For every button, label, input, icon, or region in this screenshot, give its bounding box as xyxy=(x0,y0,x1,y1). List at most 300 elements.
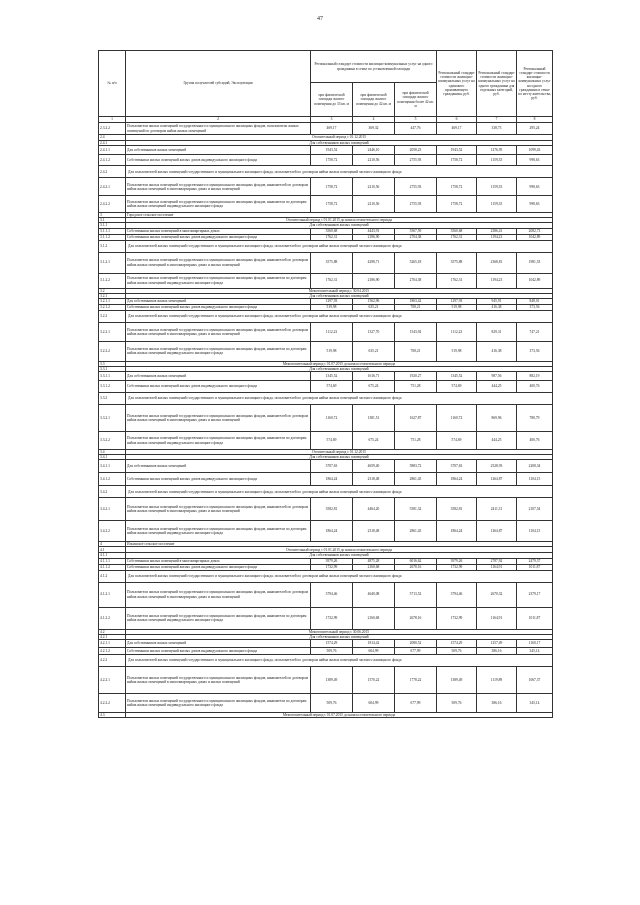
colnum: 8 xyxy=(517,117,553,123)
value-cell: 2678,16 xyxy=(395,607,437,629)
row-description: Для собственников жилых помещений xyxy=(126,639,311,647)
value-cell: 3707,63 xyxy=(311,460,353,473)
value-cell: 1164,91 xyxy=(477,607,517,629)
header-sub3: при фактической площади жилого помещения более 42 кв. м xyxy=(395,83,437,117)
value-cell: 519,98 xyxy=(311,304,353,310)
value-cell: 1164,91 xyxy=(477,564,517,570)
settlement-title: Ильинское сельское поселение xyxy=(126,542,553,547)
value-cell: 2787,92 xyxy=(477,558,517,564)
value-cell: 1574,29 xyxy=(311,639,353,647)
row-description: Пользователи жилых помещений государственного и муниципального жилищных фондов, наниматели по договорам найма жилых помещений индивидуального жилищного фонда xyxy=(126,521,311,542)
value-cell: 416,38 xyxy=(477,304,517,310)
row-description: Пользователи жилых помещений государственного и муниципального жилищных фондов, наниматели по договорам найма жилых помещений индивидуального жилищного фонда xyxy=(126,273,311,288)
row-code: 4.2.2.2 xyxy=(99,693,126,712)
section-title: Для собственников жилых помещений xyxy=(126,366,553,371)
colnum: 4 xyxy=(353,117,395,123)
value-cell: 2704,38 xyxy=(395,273,437,288)
value-cell: 2058,23 xyxy=(395,146,437,155)
value-cell: 1864,24 xyxy=(311,521,353,542)
value-cell: 2678,16 xyxy=(395,564,437,570)
header-group: Группа получателей субсидий, Эксплуатация xyxy=(126,51,311,117)
value-cell: 373,56 xyxy=(517,341,553,361)
row-code: 3.3.1 xyxy=(99,366,126,371)
value-cell: 3582,81 xyxy=(311,498,353,521)
group-title: Для пользователей жилых помещений государственного и муниципального жилищного фонда, пользователей по договорам найма жилых помещений частного жилищного фонда xyxy=(126,393,553,405)
section-title: Для собственников жилых помещений xyxy=(126,141,553,146)
value-cell: 1099,43 xyxy=(517,146,553,155)
table-row xyxy=(99,582,553,607)
row-code: 4.3 xyxy=(99,712,126,717)
value-cell: 1389,49 xyxy=(311,666,353,693)
table-header xyxy=(99,51,553,123)
value-cell: 1920,27 xyxy=(395,372,437,381)
table-row xyxy=(99,666,553,693)
row-code: 2.4 xyxy=(99,135,126,141)
value-cell: 2107,54 xyxy=(517,498,553,521)
value-cell: 1194,23 xyxy=(477,273,517,288)
value-cell: 519,98 xyxy=(311,341,353,361)
value-cell: 4875,28 xyxy=(353,558,395,564)
table-row xyxy=(99,273,553,288)
group-title: Для пользователей жилых помещений государственного и муниципального жилищного фонда, пользователей по договорам найма жилых помещений частного жилищного фонда xyxy=(126,570,553,582)
header-col6: Региональный стандарт стоимости жилищно-коммунальных услуг на одинокого проживающего гражданина, руб. xyxy=(437,51,477,117)
row-description: Собственники жилых помещений жилых домов индивидуального жилищного фонда xyxy=(126,381,311,393)
value-cell: 1732,99 xyxy=(311,607,353,629)
value-cell: 1732,99 xyxy=(311,564,353,570)
row-description: Для собственников жилых помещений xyxy=(126,298,311,304)
row-code: 2.4.2 xyxy=(99,166,126,178)
section-title: Отопительный период с 01.01.2015 до начала отопительного периода xyxy=(126,547,553,553)
value-cell: 1297,93 xyxy=(437,298,477,304)
value-cell: 1112,23 xyxy=(311,322,353,341)
value-cell: 1011,87 xyxy=(517,607,553,629)
value-cell: 1981,53 xyxy=(517,252,553,273)
value-cell: 2861,45 xyxy=(395,473,437,486)
section-title: Отопительный период с 01.12.2015 xyxy=(126,135,553,141)
colnum: 7 xyxy=(477,117,517,123)
row-description: Собственники жилых помещений жилых домов индивидуального жилищного фонда xyxy=(126,234,311,240)
table-row xyxy=(99,381,553,393)
row-code: 2.4.2.1 xyxy=(99,178,126,196)
value-cell: 369,32 xyxy=(353,123,395,135)
row-code: 4 xyxy=(99,542,126,547)
row-code: 3.2.1 xyxy=(99,293,126,298)
value-cell: 998,63 xyxy=(517,196,553,213)
row-code: 3.3.2.1 xyxy=(99,405,126,432)
row-code: 4.2.2.1 xyxy=(99,666,126,693)
value-cell: 1112,23 xyxy=(437,322,477,341)
value-cell: 373,56 xyxy=(517,304,553,310)
section-title: Для собственников жилых помещений xyxy=(126,223,553,228)
colnum: 5 xyxy=(395,117,437,123)
value-cell: 751,28 xyxy=(395,432,437,450)
value-cell: 519,98 xyxy=(437,304,477,310)
value-cell: 509,76 xyxy=(437,693,477,712)
section-title: Межотопительный период с 01.07.2015 до начала отопительного периода xyxy=(126,712,553,717)
value-cell: 509,76 xyxy=(311,693,353,712)
header-sub2: при фактической площади жилого помещения до 42 кв. м xyxy=(353,83,395,117)
value-cell: 2755,93 xyxy=(395,196,437,213)
value-cell: 1011,87 xyxy=(517,564,553,570)
row-code: 2.4.1.2 xyxy=(99,155,126,166)
table-row xyxy=(99,647,553,654)
value-cell: 574,69 xyxy=(311,432,353,450)
row-code: 2.3.2.2 xyxy=(99,123,126,135)
value-cell: 708,21 xyxy=(395,304,437,310)
value-cell: 1160,72 xyxy=(311,405,353,432)
value-cell: 1814,42 xyxy=(353,639,395,647)
value-cell: 2411,31 xyxy=(477,498,517,521)
value-cell: 519,98 xyxy=(437,341,477,361)
colnum: 1 xyxy=(99,117,126,123)
row-code: 4.1 xyxy=(99,547,126,553)
value-cell: 1345,52 xyxy=(311,372,353,381)
table-body xyxy=(99,123,553,718)
value-cell: 2186,90 xyxy=(353,234,395,240)
row-code: 3.1.2.2 xyxy=(99,273,126,288)
group-title: Для пользователей жилых помещений государственного и муниципального жилищного фонда, пользователей по договорам найма жилых помещений частного жилищного фонда xyxy=(126,486,553,498)
value-cell: 295,24 xyxy=(517,123,553,135)
table-row xyxy=(99,432,553,450)
section-row xyxy=(99,654,553,666)
row-code: 4.1.1 xyxy=(99,553,126,558)
value-cell: 3979,26 xyxy=(311,558,353,564)
row-code: 3.4.2.2 xyxy=(99,521,126,542)
row-description: Собственники жилых помещений жилых домов индивидуального жилищного фонда xyxy=(126,155,311,166)
row-code: 3.3.2 xyxy=(99,393,126,405)
row-code: 3.2.2.1 xyxy=(99,322,126,341)
value-cell: 998,63 xyxy=(517,155,553,166)
row-description: Пользователи жилых помещений государственного и муниципального жилищных фондов, нанимателей по договорам найма жилых помещений в многоквартирных домах и жилых помещений xyxy=(126,582,311,607)
value-cell: 6016,62 xyxy=(395,558,437,564)
value-cell: 2318,48 xyxy=(353,521,395,542)
table-row xyxy=(99,372,553,381)
section-title: Отопительный период с 01.12.2015 xyxy=(126,450,553,455)
value-cell: 1159,35 xyxy=(477,178,517,196)
row-description: Пользователи жилых помещений государственного и муниципального жилищных фондов, нанимателей по договорам найма жилых помещений в многоквартирных домах и жилых помещений xyxy=(126,498,311,521)
row-code: 3.1.1.2 xyxy=(99,234,126,240)
value-cell: 5581,32 xyxy=(395,498,437,521)
row-description: Собственники жилых помещений жилых домов индивидуального жилищного фонда xyxy=(126,647,311,654)
value-cell: 1758,72 xyxy=(311,155,353,166)
value-cell: 635,21 xyxy=(353,304,395,310)
table-row xyxy=(99,155,553,166)
value-cell: 1159,35 xyxy=(477,196,517,213)
value-cell: 848,01 xyxy=(517,298,553,304)
value-cell: 2186,90 xyxy=(353,273,395,288)
value-cell: 4443,91 xyxy=(353,228,395,234)
value-cell: 2670,32 xyxy=(477,582,517,607)
value-cell: 1264,87 xyxy=(477,521,517,542)
row-description: Для собственников жилых помещений xyxy=(126,460,311,473)
value-cell: 1758,72 xyxy=(311,196,353,213)
section-row xyxy=(99,310,553,322)
value-cell: 1732,99 xyxy=(437,564,477,570)
row-code: 3.1.1.1 xyxy=(99,228,126,234)
value-cell: 987,56 xyxy=(477,372,517,381)
header-price-group: Региональный стандарт стоимости жилищно-коммунальных услуг на одного гражданина в семье по установленной площади xyxy=(311,51,437,83)
row-description: Пользователи жилых помещений государственного и муниципального жилищных фондов, нанимателей по договорам найма жилых помещений в многоквартирных домах и жилых помещений xyxy=(126,252,311,273)
value-cell: 604,99 xyxy=(353,647,395,654)
table-row xyxy=(99,405,553,432)
section-title: Для собственников жилых помещений xyxy=(126,293,553,298)
value-cell: 1758,72 xyxy=(437,178,477,196)
section-title: Межотопительный период с 01.07.2015 до начала отопительного периода xyxy=(126,361,553,366)
value-cell: 469,17 xyxy=(437,123,477,135)
value-cell: 509,76 xyxy=(437,647,477,654)
value-cell: 1758,72 xyxy=(437,155,477,166)
table-row xyxy=(99,196,553,213)
table-row xyxy=(99,322,553,341)
row-description: Собственники жилых помещений жилых домов индивидуального жилищного фонда xyxy=(126,564,311,570)
row-description: Пользователи жилых помещений государственного и муниципального жилищных фондов, пользователи жилых помещений по договорам найма жилых помещений xyxy=(126,123,311,135)
colnum: 3 xyxy=(311,117,353,123)
value-cell: 2368,81 xyxy=(477,252,517,273)
value-cell: 1104,15 xyxy=(517,473,553,486)
row-code: 4.2 xyxy=(99,629,126,634)
value-cell: 780,79 xyxy=(517,405,553,432)
value-cell: 3979,26 xyxy=(437,558,477,564)
value-cell: 1159,35 xyxy=(477,155,517,166)
value-cell: 1574,29 xyxy=(437,639,477,647)
group-title: Для пользователей жилых помещений государственного и муниципального жилищного фонда, пользователей по договорам найма жилых помещений частного жилищного фонда xyxy=(126,310,553,322)
section-row xyxy=(99,393,553,405)
group-title: Для пользователей жилых помещений государственного и муниципального жилищного фонда, пользователей по договорам найма жилых помещений частного жилищного фонда xyxy=(126,240,553,252)
value-cell: 869,96 xyxy=(477,405,517,432)
value-cell: 1943,52 xyxy=(311,146,353,155)
value-cell: 675,24 xyxy=(353,381,395,393)
value-cell: 1864,24 xyxy=(437,521,477,542)
value-cell: 444,25 xyxy=(477,432,517,450)
section-title: Межотопительный период с 30.06.2015 xyxy=(126,629,553,634)
row-description: Пользователи жилых помещений государственного и муниципального жилищных фондов, нанимателей по договорам найма жилых помещений в многоквартирных домах и жилых помещений xyxy=(126,322,311,341)
colnum: 6 xyxy=(437,117,477,123)
value-cell: 677,99 xyxy=(395,693,437,712)
value-cell: 1389,49 xyxy=(437,666,477,693)
value-cell: 2210,56 xyxy=(353,155,395,166)
table-row xyxy=(99,521,553,542)
value-cell: 2446,10 xyxy=(353,146,395,155)
row-description: Собственники жилых помещений жилых домов индивидуального жилищного фонда xyxy=(126,473,311,486)
value-cell: 5713,52 xyxy=(395,582,437,607)
value-cell: 1732,99 xyxy=(437,607,477,629)
value-cell: 2379,17 xyxy=(517,582,553,607)
value-cell: 444,25 xyxy=(477,381,517,393)
standards-table xyxy=(98,50,553,718)
value-cell: 2080,52 xyxy=(395,639,437,647)
value-cell: 4464,20 xyxy=(353,498,395,521)
row-description: Собственники жилых помещений в многоквартирных домах xyxy=(126,558,311,564)
header-sub1: при фактической площади жилого помещения до 33 кв. м xyxy=(311,83,353,117)
table-row xyxy=(99,460,553,473)
value-cell: 2861,45 xyxy=(395,521,437,542)
row-description: Для собственников жилых помещений xyxy=(126,372,311,381)
group-title: Для пользователей жилых помещений государственного и муниципального жилищного фонда, пользователей по договорам найма жилых помещений частного жилищного фонда xyxy=(126,654,553,666)
value-cell: 677,99 xyxy=(395,647,437,654)
value-cell: 2160,68 xyxy=(353,564,395,570)
table-row xyxy=(99,639,553,647)
row-description: Пользователи жилых помещений государственного и муниципального жилищных фондов, нанимателей по договорам найма жилых помещений в многоквартирных домах и жилых помещений xyxy=(126,405,311,432)
value-cell: 1276,95 xyxy=(477,146,517,155)
row-description: Пользователи жилых помещений государственного и муниципального жилищных фондов, наниматели по договорам найма жилых помещений индивидуального жилищного фонда xyxy=(126,607,311,629)
table-row xyxy=(99,693,553,712)
value-cell: 1864,24 xyxy=(437,473,477,486)
row-code: 3.2.1.2 xyxy=(99,304,126,310)
value-cell: 5265,18 xyxy=(395,252,437,273)
value-cell: 2160,68 xyxy=(353,607,395,629)
value-cell: 386,16 xyxy=(477,693,517,712)
value-cell: 5567,59 xyxy=(395,228,437,234)
value-cell: 1160,17 xyxy=(517,639,553,647)
value-cell: 1327,70 xyxy=(353,322,395,341)
value-cell: 2210,56 xyxy=(353,196,395,213)
value-cell: 3582,81 xyxy=(437,498,477,521)
value-cell: 338,73 xyxy=(477,123,517,135)
row-code: 3.2.2.2 xyxy=(99,341,126,361)
table-row xyxy=(99,146,553,155)
row-code: 2.4.1 xyxy=(99,141,126,146)
table-row xyxy=(99,473,553,486)
value-cell: 635,21 xyxy=(353,341,395,361)
value-cell: 1758,72 xyxy=(437,196,477,213)
table-row xyxy=(99,341,553,361)
value-cell: 998,63 xyxy=(517,178,553,196)
value-cell: 1778,22 xyxy=(395,666,437,693)
row-description: Пользователи жилых помещений государственного и муниципального жилищных фондов, наниматели по договорам найма жилых помещений индивидуального жилищного фонда xyxy=(126,196,311,213)
value-cell: 2704,38 xyxy=(395,234,437,240)
table-row xyxy=(99,178,553,196)
row-code: 4.1.1.1 xyxy=(99,558,126,564)
value-cell: 1758,72 xyxy=(311,178,353,196)
value-cell: 1616,71 xyxy=(353,372,395,381)
value-cell: 1863,42 xyxy=(395,298,437,304)
value-cell: 3575,88 xyxy=(437,252,477,273)
row-code: 3.2.2 xyxy=(99,310,126,322)
value-cell: 1104,15 xyxy=(517,521,553,542)
row-code: 3.1.1 xyxy=(99,223,126,228)
value-cell: 2082,73 xyxy=(517,228,553,234)
row-code: 4.2.2 xyxy=(99,654,126,666)
value-cell: 4640,08 xyxy=(353,582,395,607)
value-cell: 2208,34 xyxy=(517,460,553,473)
group-title: Для пользователей жилых помещений государственного и муниципального жилищного фонда, пользователей по договорам найма жилых помещений частного жилищного фонда xyxy=(126,166,553,178)
value-cell: 1762,31 xyxy=(311,273,353,288)
row-description: Пользователи жилых помещений государственного и муниципального жилищных фондов, наниматели по договорам найма жилых помещений индивидуального жилищного фонда xyxy=(126,693,311,712)
value-cell: 1257,49 xyxy=(477,639,517,647)
value-cell: 1762,31 xyxy=(311,234,353,240)
value-cell: 5883,72 xyxy=(395,460,437,473)
row-description: Пользователи жилых помещений государственного и муниципального жилищных фондов, наниматели по договорам найма жилых помещений индивидуального жилищного фонда xyxy=(126,341,311,361)
value-cell: 1042,89 xyxy=(517,273,553,288)
value-cell: 829,31 xyxy=(477,322,517,341)
value-cell: 386,16 xyxy=(477,647,517,654)
value-cell: 1562,96 xyxy=(353,298,395,304)
value-cell: 882,19 xyxy=(517,372,553,381)
row-code: 3.3.1.2 xyxy=(99,381,126,393)
value-cell: 3575,88 xyxy=(311,252,353,273)
value-cell: 1570,22 xyxy=(353,666,395,693)
value-cell: 1543,92 xyxy=(395,322,437,341)
table-row xyxy=(99,498,553,521)
value-cell: 1042,89 xyxy=(517,234,553,240)
section-row xyxy=(99,240,553,252)
row-code: 4.1.1.2 xyxy=(99,564,126,570)
row-description: Пользователи жилых помещений государственного и муниципального жилищных фондов, нанимателей по договорам найма жилых помещений в многоквартирных домах и жилых помещений xyxy=(126,666,311,693)
row-description: Собственники жилых помещений жилых домов индивидуального жилищного фонда xyxy=(126,304,311,310)
section-row xyxy=(99,486,553,498)
value-cell: 675,24 xyxy=(353,432,395,450)
row-code: 3.4.1.1 xyxy=(99,460,126,473)
header-code: № п/п xyxy=(99,51,126,117)
value-cell: 2755,93 xyxy=(395,178,437,196)
value-cell: 574,69 xyxy=(437,432,477,450)
value-cell: 1762,31 xyxy=(437,234,477,240)
row-code: 4.2.1 xyxy=(99,634,126,639)
row-code: 3.1.2 xyxy=(99,240,126,252)
value-cell: 1119,89 xyxy=(477,666,517,693)
row-code: 4.1.2 xyxy=(99,570,126,582)
row-code: 3 xyxy=(99,213,126,218)
row-code: 4.2.1.1 xyxy=(99,639,126,647)
settlement-title: Городское сельское поселение xyxy=(126,213,553,218)
row-code: 3.3.1.1 xyxy=(99,372,126,381)
table-row xyxy=(99,607,553,629)
value-cell: 345,14 xyxy=(517,647,553,654)
row-description: Собственники жилых помещений в многоквартирных домах xyxy=(126,228,311,234)
value-cell: 2479,37 xyxy=(517,558,553,564)
value-cell: 3560,68 xyxy=(311,228,353,234)
row-code: 4.1.2.2 xyxy=(99,607,126,629)
value-cell: 447,76 xyxy=(395,123,437,135)
row-description: Пользователи жилых помещений государственного и муниципального жилищных фондов, нанимателей по договорам найма жилых помещений в многоквартирных домах и жилых помещений xyxy=(126,178,311,196)
table-row xyxy=(99,252,553,273)
section-title: Для собственников жилых помещений xyxy=(126,455,553,460)
value-cell: 4298,71 xyxy=(353,252,395,273)
value-cell: 747,21 xyxy=(517,322,553,341)
value-cell: 574,69 xyxy=(437,381,477,393)
row-code: 3.1 xyxy=(99,218,126,223)
value-cell: 2755,93 xyxy=(395,155,437,166)
value-cell: 1864,24 xyxy=(311,473,353,486)
value-cell: 751,28 xyxy=(395,381,437,393)
value-cell: 604,99 xyxy=(353,693,395,712)
row-code: 3.1.2.1 xyxy=(99,252,126,273)
row-code: 3.4.2.1 xyxy=(99,498,126,521)
value-cell: 574,69 xyxy=(311,381,353,393)
section-title: Для собственников жилых помещений xyxy=(126,553,553,558)
row-description: Пользователи жилых помещений государственного и муниципального жилищных фондов, наниматели по договорам найма жилых помещений индивидуального жилищного фонда xyxy=(126,432,311,450)
row-code: 3.2 xyxy=(99,288,126,293)
value-cell: 3794,46 xyxy=(311,582,353,607)
section-title: Межотопительный период с 30.04.2015 xyxy=(126,288,553,293)
value-cell: 2528,93 xyxy=(477,460,517,473)
value-cell: 1381,51 xyxy=(353,405,395,432)
page-number: 47 xyxy=(317,16,323,22)
value-cell: 1067,37 xyxy=(517,666,553,693)
value-cell: 1627,87 xyxy=(395,405,437,432)
section-row xyxy=(99,570,553,582)
value-cell: 509,76 xyxy=(311,647,353,654)
table-row xyxy=(99,123,553,135)
header-col7: Региональный стандарт стоимости жилищно-коммунальных услуг на одного гражданина для отдельных категорий, руб. xyxy=(477,51,517,117)
section-row xyxy=(99,166,553,178)
value-cell: 3794,46 xyxy=(437,582,477,607)
value-cell: 1194,23 xyxy=(477,234,517,240)
value-cell: 416,38 xyxy=(477,341,517,361)
value-cell: 400,76 xyxy=(517,381,553,393)
value-cell: 3560,68 xyxy=(437,228,477,234)
value-cell: 3707,63 xyxy=(437,460,477,473)
